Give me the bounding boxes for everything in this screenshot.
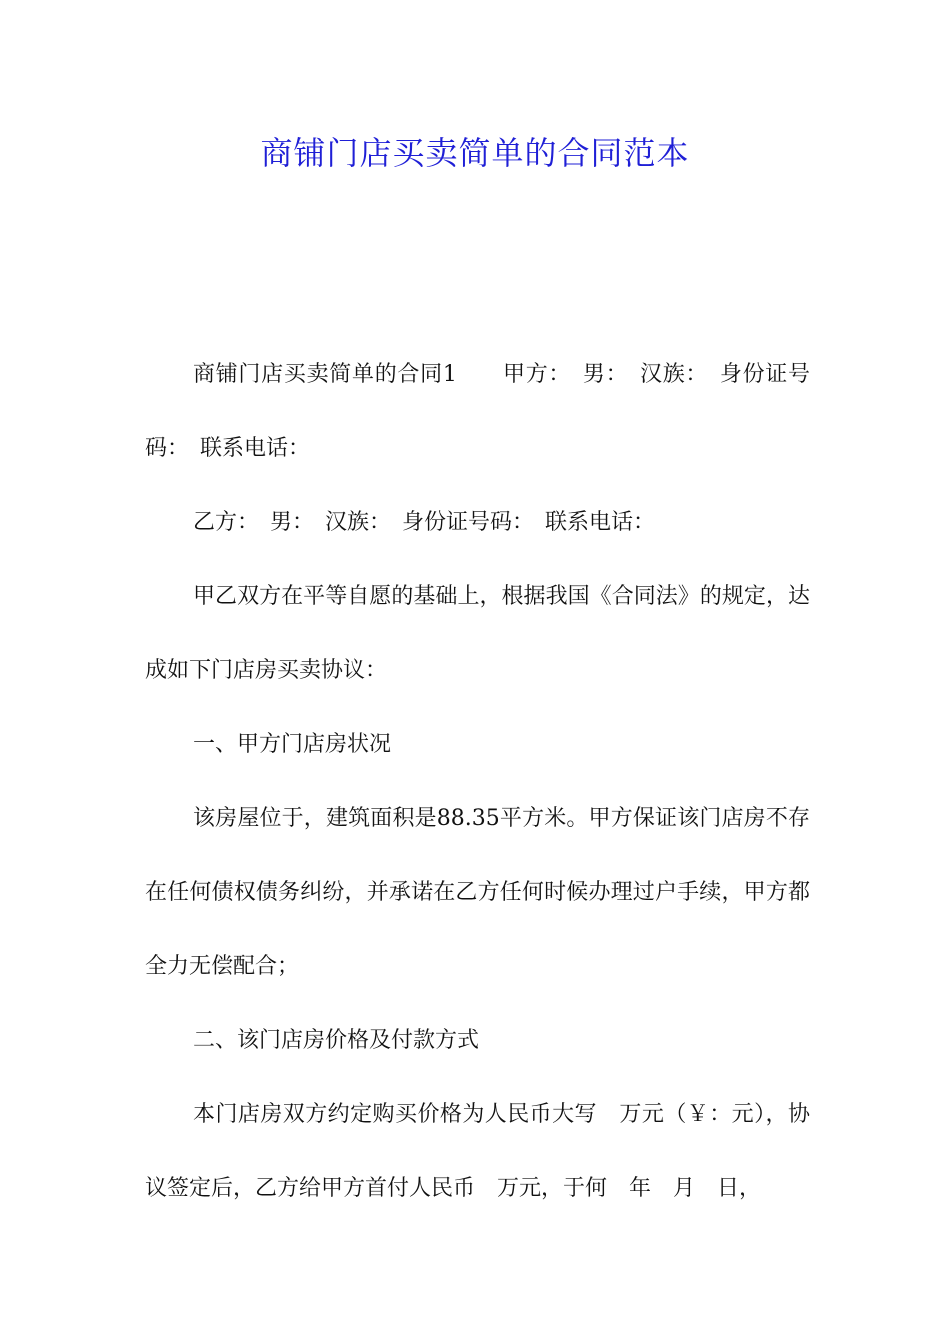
paragraph-price-payment: 本门店房双方约定购买价格为人民币大写 万元（￥：元），协议签定后，乙方给甲方首付人民币 万元，于何 年 月 日， [145, 1102, 810, 1201]
paragraph-party-b: 乙方： 男： 汉族： 身份证号码： 联系电话： [193, 510, 656, 535]
section-heading-1: 一、甲方门店房状况 [193, 732, 392, 757]
paragraph-preamble: 甲乙双方在平等自愿的基础上，根据我国《合同法》的规定，达成如下门店房买卖协议： [145, 584, 810, 683]
document-title: 商铺门店买卖简单的合同范本 [260, 134, 690, 172]
paragraph-property-status: 该房屋位于，建筑面积是88.35平方米。甲方保证该门店房不存在任何债权债务纠纷，并承诺在乙方任何时候办理过户手续，甲方都全力无偿配合； [145, 806, 810, 979]
section-heading-2: 二、该门店房价格及付款方式 [193, 1028, 480, 1053]
paragraph-party-a: 商铺门店买卖简单的合同1 甲方： 男： 汉族： 身份证号码： 联系电话： [145, 362, 810, 461]
document-body [145, 338, 810, 1226]
